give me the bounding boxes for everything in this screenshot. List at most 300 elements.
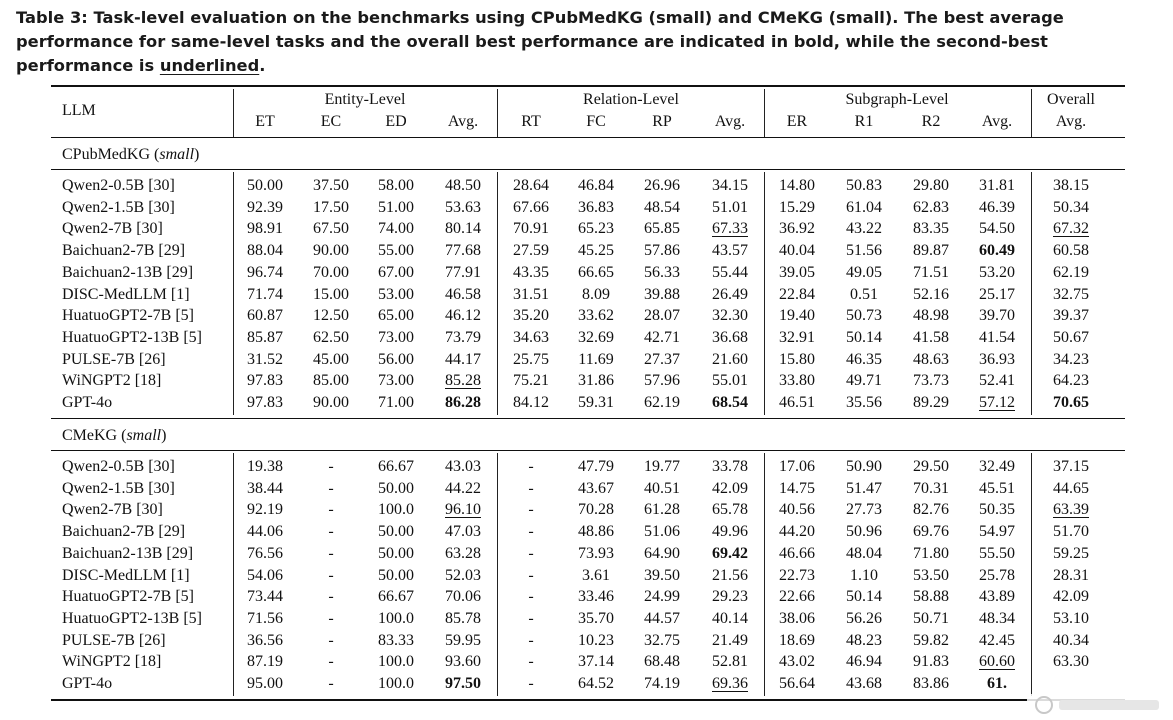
table-cell: [761, 456, 833, 478]
table-cell-text: 68.48: [644, 653, 680, 671]
table-cell-text: 55.50: [979, 544, 1015, 562]
table-cell-text: -: [528, 653, 534, 671]
table-cell: [761, 327, 833, 349]
table-cell: [229, 392, 301, 414]
table-cell: [229, 478, 301, 500]
table-cell-text: -: [328, 566, 334, 584]
table-cell-text: 67.00: [378, 263, 414, 281]
table-cell: [895, 262, 967, 284]
table-cell-text: 73.73: [913, 372, 949, 390]
table-cell-text: 76.56: [247, 544, 283, 562]
table-cell-text: 0.51: [850, 285, 878, 303]
table-cell-text: 65.85: [644, 220, 680, 238]
table-cell-text: 14.75: [779, 479, 815, 497]
table-cell-text: 53.50: [913, 566, 949, 584]
table-cell-text: 85.78: [445, 609, 481, 627]
column-header-8-text: ER: [786, 113, 808, 130]
table-cell-text: 43.68: [846, 675, 882, 692]
table-cell-text: 93.60: [445, 653, 481, 671]
table-cell-text: 52.81: [712, 653, 748, 671]
table-cell: [360, 456, 432, 478]
table-cell-text: 68.54: [712, 394, 748, 411]
table-cell: [694, 521, 766, 543]
table-cell-text: 54.06: [247, 566, 283, 584]
table-cell: [427, 327, 499, 349]
table-cell-text: 43.57: [712, 242, 748, 260]
table-cell-text: 42.71: [644, 328, 680, 346]
table-cell: [626, 262, 698, 284]
table-cell: [229, 240, 301, 262]
table-row-llm: [62, 370, 232, 392]
table-cell-text: 50.34: [1053, 198, 1089, 216]
table-cell: [1035, 327, 1107, 349]
table-row-llm: [62, 651, 232, 673]
table-rule: [51, 137, 1125, 138]
column-header-2-text: ED: [385, 113, 407, 130]
table-row-llm-text: Qwen2-7B [30]: [62, 501, 163, 519]
column-header-4-text: RT: [521, 113, 541, 130]
table-cell-text: 46.12: [445, 307, 481, 325]
table-cell: [895, 478, 967, 500]
table-cell-text: 96.10: [445, 501, 481, 519]
table-row-llm: [62, 543, 232, 565]
table-cell-text: 41.54: [979, 328, 1015, 346]
table-cell: [895, 543, 967, 565]
column-header-11-text: Avg.: [981, 113, 1013, 130]
table-cell-text: 74.19: [644, 675, 680, 692]
table-cell: [828, 240, 900, 262]
table-row-llm: [62, 349, 232, 371]
table-cell-text: 50.90: [846, 458, 882, 475]
table-cell: [1035, 240, 1107, 262]
table-cell: [626, 197, 698, 219]
table-cell-text: -: [528, 479, 534, 497]
table-row-llm: [62, 284, 232, 306]
column-header-3-text: Avg.: [447, 113, 479, 130]
table-cell-text: 58.00: [378, 177, 414, 194]
table-cell: [495, 240, 567, 262]
table-cell: [694, 305, 766, 327]
table-cell: [495, 284, 567, 306]
table-cell-text: 29.50: [913, 458, 949, 475]
table-cell: [961, 197, 1033, 219]
table-cell: [427, 586, 499, 608]
table-cell: [1035, 543, 1107, 565]
table-cell: [694, 651, 766, 673]
table-cell: [560, 456, 632, 478]
table-cell-text: 48.86: [578, 523, 614, 541]
table-cell-text: 53.20: [979, 263, 1015, 281]
table-cell-text: 60.49: [979, 242, 1015, 260]
table-cell: [761, 608, 833, 630]
section-paren: ): [194, 146, 200, 163]
section-name: CPubMedKG (: [62, 146, 160, 163]
table-cell: [761, 673, 833, 695]
table-row-llm: [62, 240, 232, 262]
table-cell-text: -: [328, 544, 334, 562]
table-cell-text: 42.09: [1053, 588, 1089, 606]
table-cell-text: 50.71: [913, 609, 949, 627]
table-cell: [895, 673, 967, 695]
table-cell: [828, 565, 900, 587]
table-cell-text: 11.69: [578, 350, 614, 368]
table-rule: [51, 699, 1125, 701]
table-cell-text: -: [528, 544, 534, 562]
table-cell-text: 44.06: [247, 523, 283, 541]
table-cell: [961, 218, 1033, 240]
table-cell: [229, 499, 301, 521]
table-cell: [895, 456, 967, 478]
table-cell-text: 64.90: [644, 544, 680, 562]
table-cell: [229, 305, 301, 327]
table-cell: [895, 499, 967, 521]
table-cell: [560, 392, 632, 414]
table-cell-text: 70.28: [578, 501, 614, 519]
table-cell: [427, 608, 499, 630]
table-cell: [295, 327, 367, 349]
table-cell: [761, 543, 833, 565]
table-cell: [560, 565, 632, 587]
table-cell: [1035, 499, 1107, 521]
table-cell-text: 35.20: [513, 307, 549, 325]
table-row-llm-text: WiNGPT2 [18]: [62, 653, 162, 671]
table-cell: [1035, 565, 1107, 587]
table-cell: [427, 305, 499, 327]
table-cell-text: 21.49: [712, 631, 748, 649]
table-cell: [229, 218, 301, 240]
group-header-1: [541, 89, 721, 111]
table-cell-text: 88.04: [247, 242, 283, 260]
table-cell-text: 87.19: [247, 653, 283, 671]
table-cell: [694, 197, 766, 219]
table-cell: [626, 651, 698, 673]
table-cell-text: -: [528, 675, 534, 692]
table-cell: [360, 349, 432, 371]
table-cell: [560, 370, 632, 392]
table-cell-text: 86.28: [445, 394, 481, 411]
table-cell: [229, 630, 301, 652]
table-cell: [761, 370, 833, 392]
table-cell-text: 44.57: [644, 609, 680, 627]
table-cell: [360, 478, 432, 500]
table-cell: [1035, 175, 1107, 197]
table-cell: [360, 630, 432, 652]
table-cell-text: 19.77: [644, 458, 680, 475]
table-cell-text: 96.74: [247, 263, 283, 281]
table-cell-text: 73.93: [578, 544, 614, 562]
table-cell: [761, 630, 833, 652]
group-header-0: [275, 89, 455, 111]
table-cell: [895, 565, 967, 587]
table-cell: [295, 197, 367, 219]
section-name: CMeKG (: [62, 427, 127, 444]
table-cell-text: 38.44: [247, 479, 283, 497]
table-cell: [626, 608, 698, 630]
table-cell: [295, 370, 367, 392]
table-cell-text: 65.00: [378, 307, 414, 325]
table-cell: [961, 478, 1033, 500]
table-cell: [761, 521, 833, 543]
table-cell-text: 64.52: [578, 675, 614, 692]
table-row-llm: [62, 175, 232, 197]
table-cell: [495, 305, 567, 327]
table-cell-text: 19.40: [779, 307, 815, 325]
table-cell: [229, 262, 301, 284]
table-cell: [626, 327, 698, 349]
table-cell-text: -: [528, 523, 534, 541]
table-cell-text: 28.64: [513, 177, 549, 194]
table-cell-text: 56.33: [644, 263, 680, 281]
table-cell: [427, 370, 499, 392]
caption-underlined-word: underlined: [159, 56, 260, 75]
table-row-llm-text: DISC-MedLLM [1]: [62, 285, 190, 303]
table-row-llm: [62, 218, 232, 240]
table-cell: [895, 327, 967, 349]
table-cell-text: 21.56: [712, 566, 748, 584]
table-cell: [427, 197, 499, 219]
column-header-0-text: ET: [255, 113, 275, 130]
table-cell-text: 82.76: [913, 501, 949, 519]
table-cell-text: 45.25: [578, 242, 614, 260]
section-qualifier: small: [159, 146, 195, 163]
table-cell: [961, 565, 1033, 587]
table-cell: [360, 651, 432, 673]
table-cell-text: 39.50: [644, 566, 680, 584]
table-cell: [694, 565, 766, 587]
table-cell-text: 100.0: [378, 501, 414, 519]
table-cell: [495, 543, 567, 565]
table-cell: [761, 305, 833, 327]
table-cell-text: 22.73: [779, 566, 815, 584]
table-cell-text: 43.35: [513, 263, 549, 281]
table-row-llm: [62, 478, 232, 500]
table-cell: [828, 305, 900, 327]
table-cell-text: 33.46: [578, 588, 614, 606]
group-header-0-text: Entity-Level: [324, 91, 406, 108]
table-row-llm-text: HuatuoGPT2-13B [5]: [62, 328, 202, 346]
table-cell-text: -: [528, 631, 534, 649]
table-cell: [828, 499, 900, 521]
table-cell: [360, 543, 432, 565]
watermark-logo-icon: [1035, 696, 1053, 714]
table-cell: [560, 543, 632, 565]
table-cell: [560, 673, 632, 695]
table-cell-text: 90.00: [313, 394, 349, 411]
table-cell: [694, 327, 766, 349]
table-cell: [1035, 262, 1107, 284]
table-row-llm: [62, 262, 232, 284]
table-row-llm-text: Qwen2-0.5B [30]: [62, 458, 175, 475]
table-row-llm: [62, 456, 232, 478]
table-cell-text: 39.05: [779, 263, 815, 281]
table-cell-text: 70.91: [513, 220, 549, 238]
table-cell: [961, 521, 1033, 543]
table-cell: [694, 543, 766, 565]
table-cell-text: -: [528, 458, 534, 475]
table-caption: [16, 6, 1158, 78]
table-cell-text: 66.67: [378, 458, 414, 475]
table-cell-text: 66.67: [378, 588, 414, 606]
table-cell-text: 37.15: [1053, 458, 1089, 475]
table-cell: [560, 521, 632, 543]
table-cell: [626, 218, 698, 240]
table-cell: [360, 240, 432, 262]
table-cell: [626, 521, 698, 543]
table-cell-text: 38.15: [1053, 177, 1089, 194]
table-cell: [961, 499, 1033, 521]
table-cell: [427, 673, 499, 695]
table-cell-text: 27.37: [644, 350, 680, 368]
table-cell-text: 50.00: [378, 566, 414, 584]
table-cell-text: 48.63: [913, 350, 949, 368]
table-cell-text: 62.83: [913, 198, 949, 216]
table-cell: [495, 197, 567, 219]
table-cell: [961, 651, 1033, 673]
table-rule: [51, 450, 1125, 451]
section-qualifier: small: [126, 427, 162, 444]
table-cell: [1035, 608, 1107, 630]
table-cell-text: 49.05: [846, 263, 882, 281]
table-cell-text: 55.00: [378, 242, 414, 260]
table-cell-text: 51.01: [712, 198, 748, 216]
table-cell: [828, 673, 900, 695]
table-cell: [360, 284, 432, 306]
table-cell: [694, 284, 766, 306]
table-cell-text: 44.17: [445, 350, 481, 368]
table-cell-text: 51.70: [1053, 523, 1089, 541]
table-cell: [694, 608, 766, 630]
table-cell: [360, 370, 432, 392]
table-cell-text: 28.31: [1053, 566, 1089, 584]
group-header-2: [807, 89, 987, 111]
table-cell: [761, 586, 833, 608]
group-header-3-text: Overall: [1047, 91, 1095, 108]
table-cell: [1035, 197, 1107, 219]
table-cell: [495, 349, 567, 371]
table-cell: [1035, 305, 1107, 327]
table-cell-text: 49.71: [846, 372, 882, 390]
table-cell-text: 84.12: [513, 394, 549, 411]
table-cell: [360, 608, 432, 630]
table-cell-text: 97.83: [247, 394, 283, 411]
table-rule: [51, 85, 1125, 87]
table-cell-text: -: [328, 458, 334, 475]
table-row-llm-text: GPT-4o: [62, 675, 113, 692]
table-cell-text: 67.32: [1053, 220, 1089, 238]
table-cell-text: 22.66: [779, 588, 815, 606]
table-cell-text: 43.02: [779, 653, 815, 671]
table-cell: [560, 608, 632, 630]
caption-text: Table 3: Task-level evaluation on the benchmarks using CPubMedKG (small) and CMeKG (small). The best average performance for same-level tasks and the overall best performance are indicated in bold, while the second-best performance is: [16, 8, 1064, 75]
table-cell: [626, 392, 698, 414]
table-cell: [427, 262, 499, 284]
table-cell-text: 69.76: [913, 523, 949, 541]
table-cell: [495, 499, 567, 521]
table-row-llm-text: PULSE-7B [26]: [62, 350, 166, 368]
table-row-llm-text: Qwen2-1.5B [30]: [62, 479, 175, 497]
table-cell-text: 48.23: [846, 631, 882, 649]
table-cell: [828, 218, 900, 240]
table-cell: [761, 175, 833, 197]
column-separator: [497, 89, 498, 137]
group-header-1-text: Relation-Level: [583, 91, 679, 108]
table-cell-text: 31.86: [578, 372, 614, 390]
table-cell-text: 100.0: [378, 653, 414, 671]
table-cell: [961, 456, 1033, 478]
table-cell: [828, 651, 900, 673]
table-cell: [961, 284, 1033, 306]
table-row-llm: [62, 586, 232, 608]
table-cell-text: 25.75: [513, 350, 549, 368]
table-cell-text: 46.51: [779, 394, 815, 411]
table-cell: [626, 565, 698, 587]
table-cell-text: 40.14: [712, 609, 748, 627]
table-cell-text: 61.28: [644, 501, 680, 519]
table-cell-text: 25.17: [979, 285, 1015, 303]
section-paren: ): [161, 427, 167, 444]
table-cell-text: 18.69: [779, 631, 815, 649]
table-cell: [295, 456, 367, 478]
table-cell-text: 57.96: [644, 372, 680, 390]
table-cell: [560, 284, 632, 306]
table-cell: [427, 349, 499, 371]
table-cell-text: 14.80: [779, 177, 815, 194]
column-header-10-text: R2: [921, 113, 941, 130]
table-cell: [828, 630, 900, 652]
watermark-overlay: [1027, 694, 1167, 716]
table-cell-text: 40.56: [779, 501, 815, 519]
table-cell: [1035, 478, 1107, 500]
table-cell: [427, 240, 499, 262]
table-cell-text: 80.14: [445, 220, 481, 238]
table-cell: [961, 543, 1033, 565]
column-separator: [1031, 89, 1032, 137]
table-cell: [1035, 521, 1107, 543]
table-cell-text: -: [528, 609, 534, 627]
table-cell-text: 32.69: [578, 328, 614, 346]
table-cell: [626, 586, 698, 608]
table-cell: [761, 392, 833, 414]
table-cell-text: 89.29: [913, 394, 949, 411]
table-cell-text: 62.50: [313, 328, 349, 346]
table-cell: [360, 218, 432, 240]
table-cell-text: 50.14: [846, 588, 882, 606]
table-cell-text: 67.66: [513, 198, 549, 216]
column-header-12: [1031, 111, 1111, 133]
table-cell-text: 65.78: [712, 501, 748, 519]
table-cell: [295, 240, 367, 262]
table-cell: [495, 673, 567, 695]
table-cell: [1035, 586, 1107, 608]
table-cell: [229, 327, 301, 349]
table-cell: [961, 608, 1033, 630]
table-cell-text: 46.39: [979, 198, 1015, 216]
table-cell-text: 10.23: [578, 631, 614, 649]
table-cell-text: 53.00: [378, 285, 414, 303]
table-cell: [828, 608, 900, 630]
table-cell-text: 47.03: [445, 523, 481, 541]
table-cell-text: 73.44: [247, 588, 283, 606]
column-header-5-text: FC: [586, 113, 606, 130]
llm-column-header-text: LLM: [62, 102, 96, 119]
table-cell-text: 50.14: [846, 328, 882, 346]
table-cell-text: 71.74: [247, 285, 283, 303]
table-cell: [828, 456, 900, 478]
table-cell-text: 50.00: [378, 544, 414, 562]
table-cell: [895, 370, 967, 392]
table-cell: [360, 565, 432, 587]
table-cell-text: 59.95: [445, 631, 481, 649]
